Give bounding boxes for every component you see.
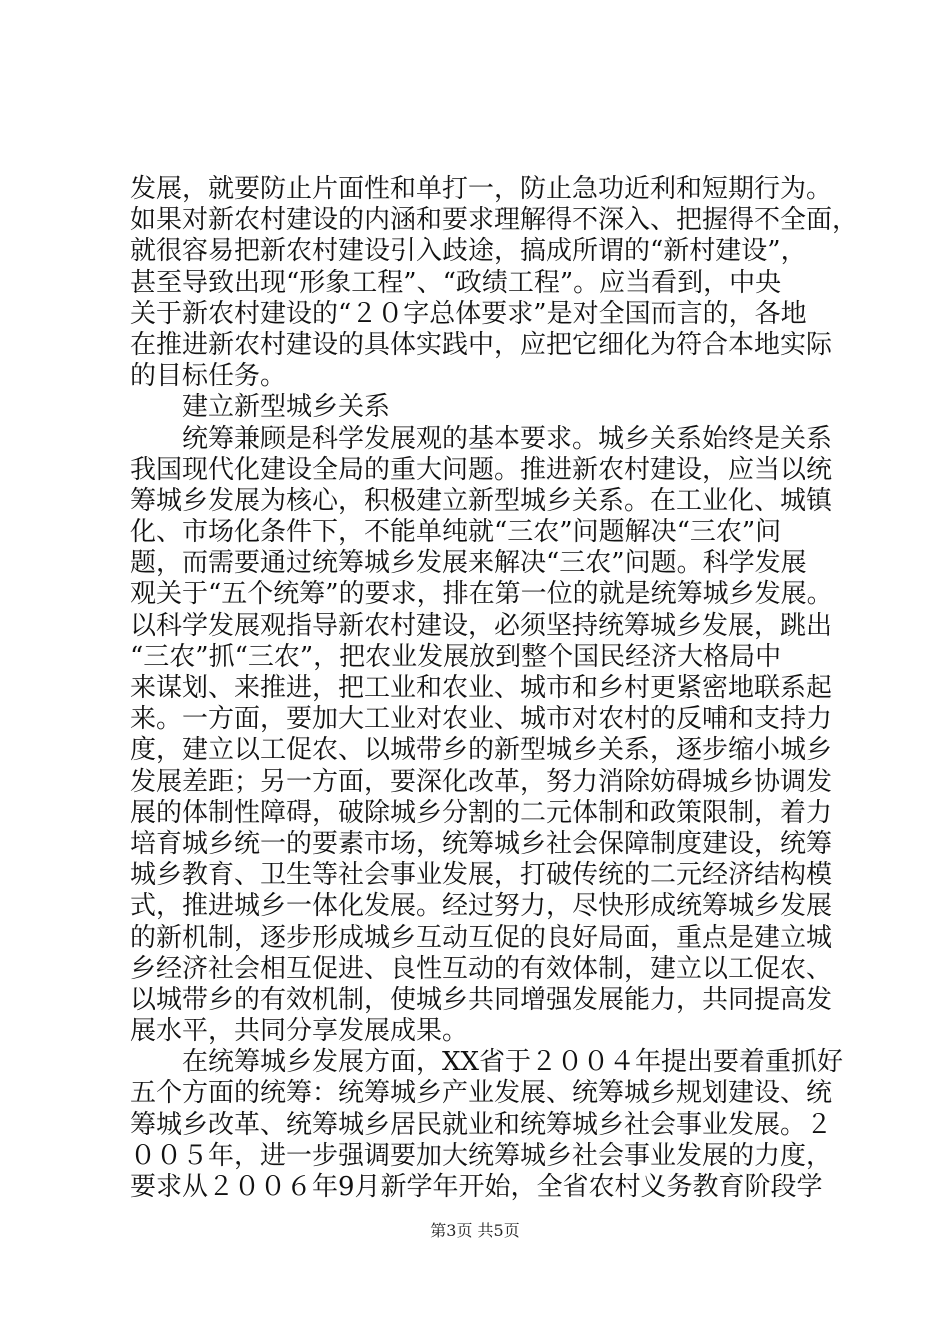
text-line: 以城带乡的有效机制，使城乡共同增强发展能力，共同提高发 [130,984,833,1015]
text-line: 来谋划、来推进，把工业和农业、城市和乡村更紧密地联系起 [130,673,833,703]
text-line: 发展差距；另一方面，要深化改革，努力消除妨碍城乡协调发 [130,766,833,797]
section-heading: 建立新型城乡关系 [130,392,391,423]
page-number-footer: 第3页 共5页 [430,1221,520,1240]
text-line: 培育城乡统一的要素市场，统筹城乡社会保障制度建设，统筹 [130,828,833,859]
text-line: 题，而需要通过统筹城乡发展来解决“三农”问题。科学发展 [130,548,807,579]
text-line: 如果对新农村建设的内涵和要求理解得不深入、把握得不全面， [130,205,859,236]
text-line: 我国现代化建设全局的重大问题。推进新农村建设，应当以统 [130,454,833,485]
text-line: “三农”抓“三农”，把农业发展放到整个国民经济大格局中 [130,641,782,672]
text-line: 乡经济社会相互促进、良性互动的有效体制，建立以工促农、 [130,953,833,984]
text-line: 筹城乡改革、统筹城乡居民就业和统筹城乡社会事业发展。２ [130,1109,833,1140]
text-line: 在统筹城乡发展方面，XX省于２００４年提出要着重抓好 [130,1047,844,1078]
text-line: 在推进新农村建设的具体实践中，应把它细化为符合本地实际 [130,329,833,360]
text-line: 化、市场化条件下，不能单纯就“三农”问题解决“三农”问 [130,517,782,548]
text-line: 展的体制性障碍，破除城乡分割的二元体制和政策限制，着力 [130,797,833,828]
text-line: 以科学发展观指导新农村建设，必须坚持统筹城乡发展，跳出 [130,610,833,641]
text-line: 观关于“五个统筹”的要求，排在第一位的就是统筹城乡发展。 [130,579,833,610]
text-line: 的目标任务。 [130,361,287,392]
text-line: 就很容易把新农村建设引入歧途，搞成所谓的“新村建设”， [130,236,807,267]
text-line: 甚至导致出现“形象工程”、“政绩工程”。应当看到，中央 [130,267,782,298]
text-line: 来。一方面，要加大工业对农业、城市对农村的反哺和支持力 [130,704,833,735]
text-line: 关于新农村建设的“２０字总体要求”是对全国而言的，各地 [130,298,807,329]
document-body [130,174,859,1203]
text-line: 发展，就要防止片面性和单打一，防止急功近利和短期行为。 [130,174,833,204]
text-line: 五个方面的统筹：统筹城乡产业发展、统筹城乡规划建设、统 [130,1078,833,1109]
text-line: 展水平，共同分享发展成果。 [130,1016,469,1047]
text-line: 筹城乡发展为核心，积极建立新型城乡关系。在工业化、城镇 [130,485,833,516]
text-line: 城乡教育、卫生等社会事业发展，打破传统的二元经济结构模 [130,860,833,891]
text-line: ００５年，进一步强调要加大统筹城乡社会事业发展的力度， [130,1140,833,1171]
text-line: 的新机制，逐步形成城乡互动互促的良好局面，重点是建立城 [130,922,833,953]
text-line: 要求从２００６年9月新学年开始，全省农村义务教育阶段学 [130,1172,823,1202]
text-line: 统筹兼顾是科学发展观的基本要求。城乡关系始终是关系 [130,423,833,454]
text-line: 式，推进城乡一体化发展。经过努力，尽快形成统筹城乡发展 [130,891,833,922]
text-line: 度，建立以工促农、以城带乡的新型城乡关系，逐步缩小城乡 [130,735,833,766]
